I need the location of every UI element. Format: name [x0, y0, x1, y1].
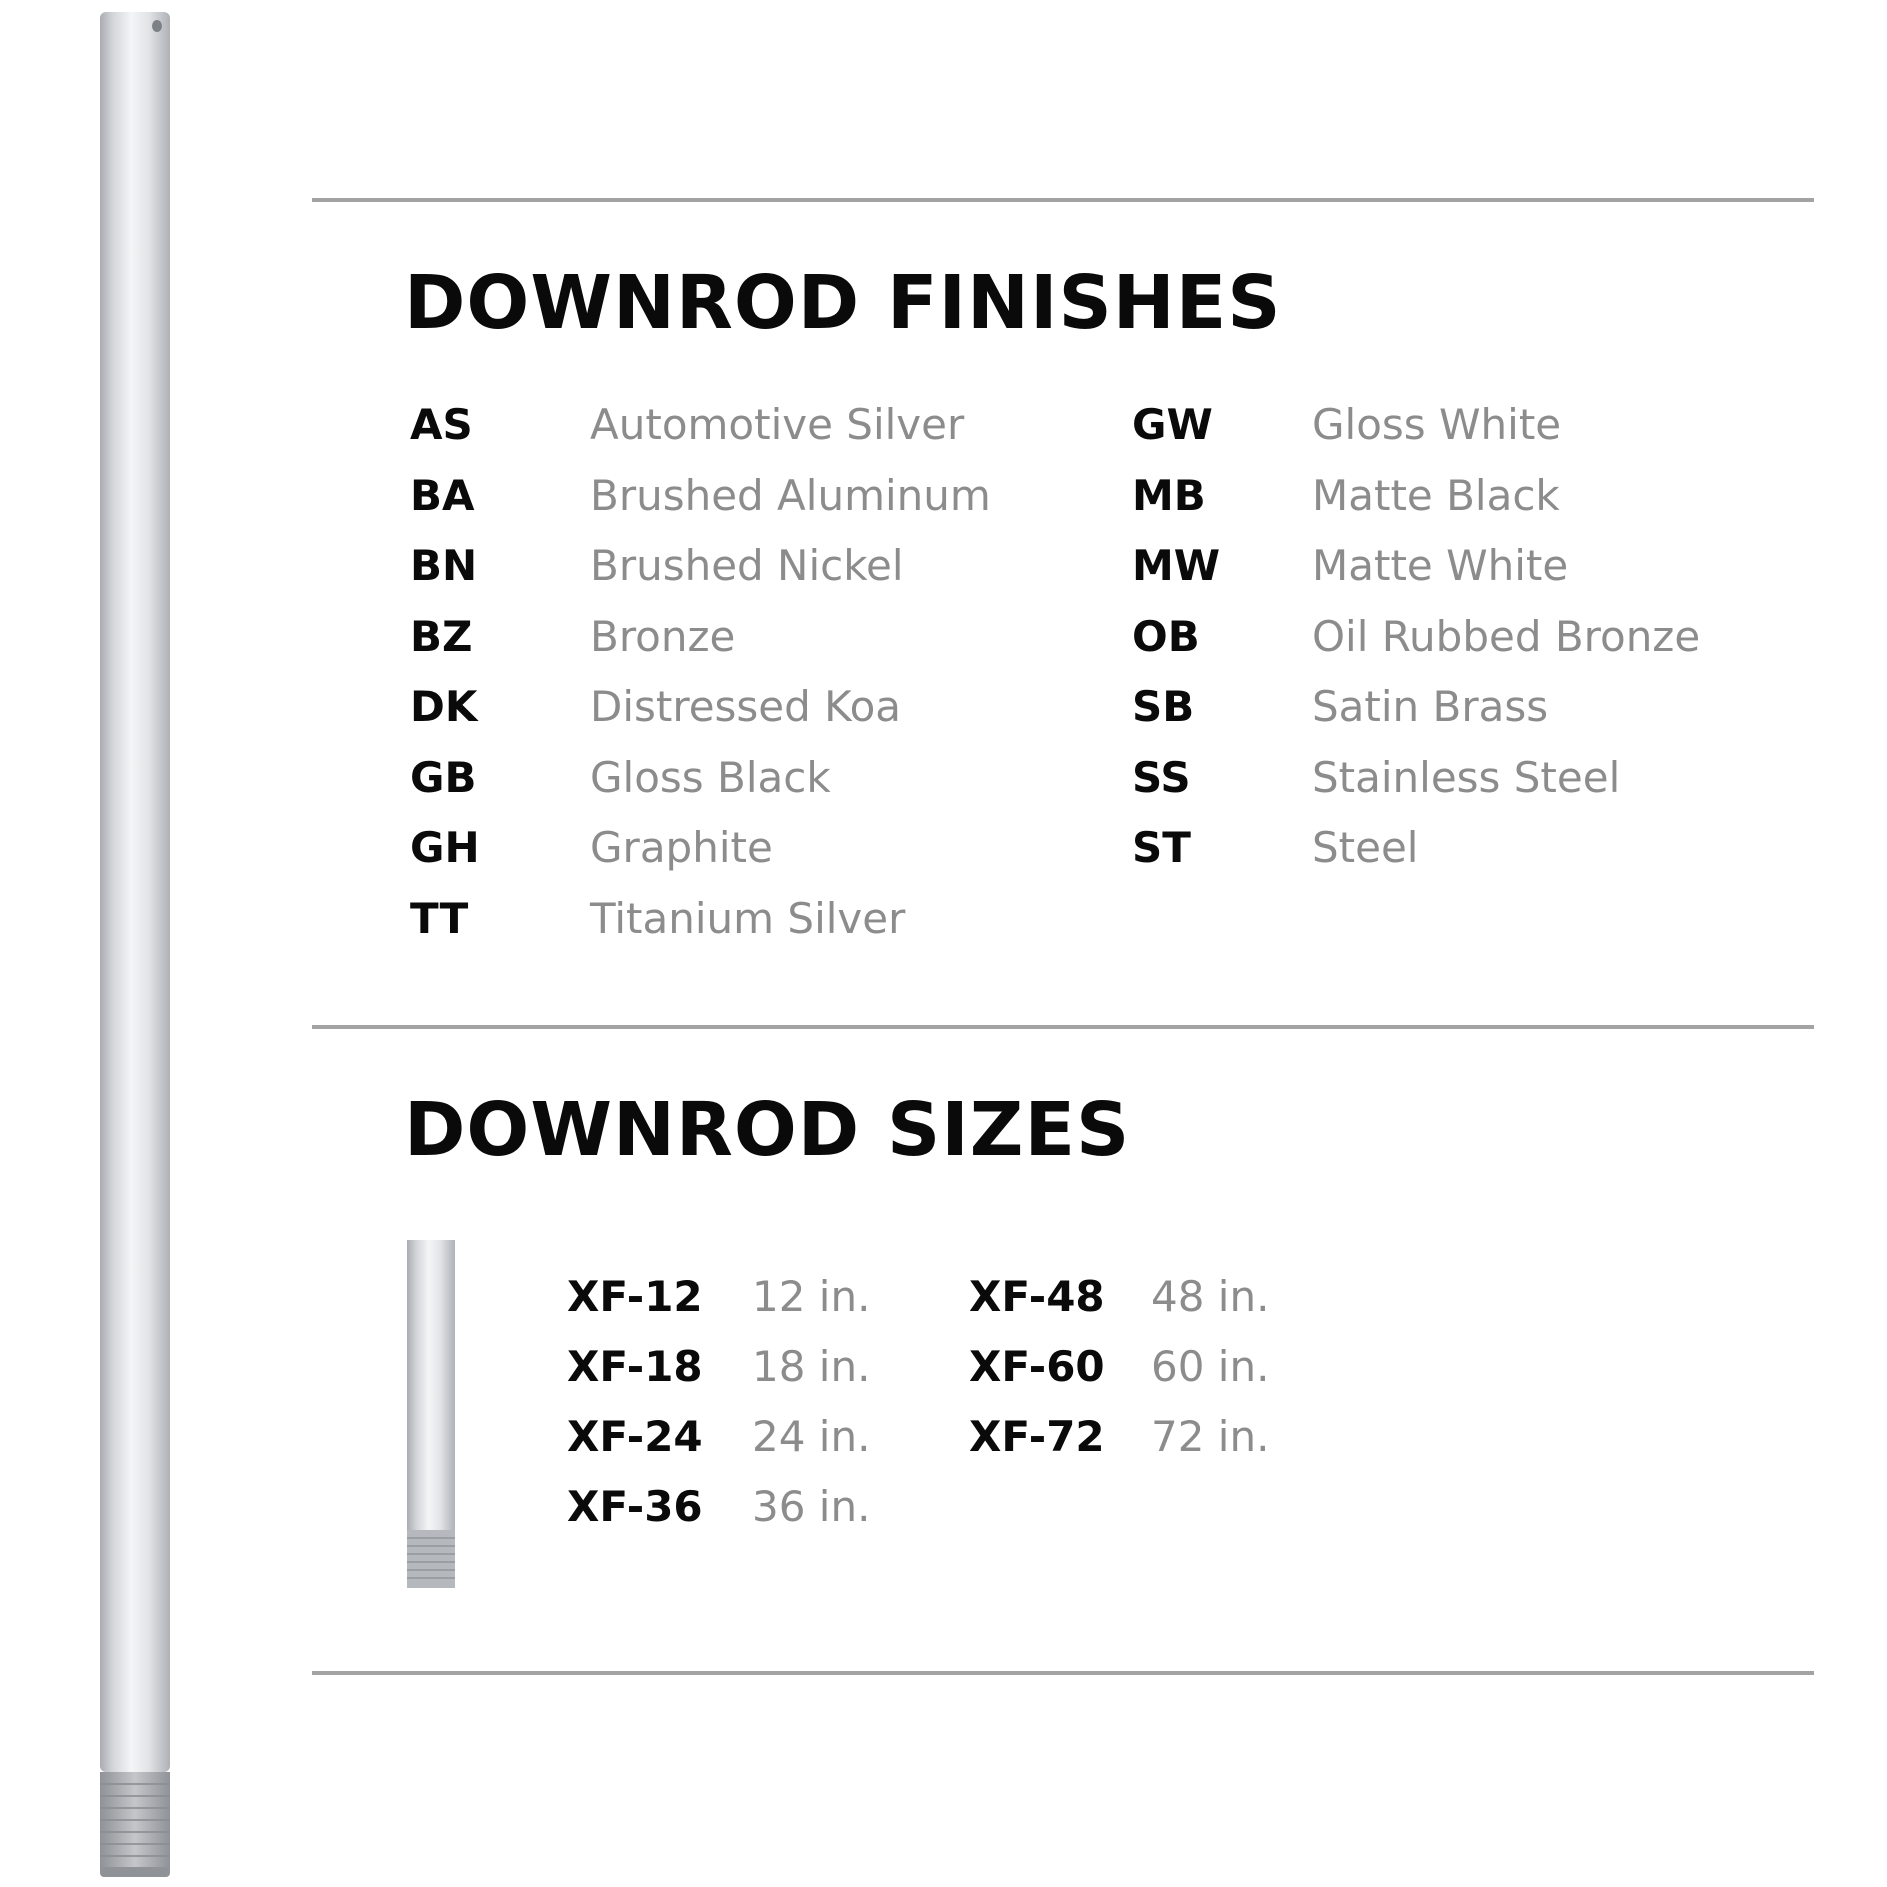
- finish-name: Distressed Koa: [590, 682, 902, 731]
- finish-name: Graphite: [590, 823, 773, 872]
- finish-name: Bronze: [590, 611, 736, 661]
- size-length: 72 in.: [1151, 1412, 1270, 1461]
- sizes-list: [567, 1272, 1351, 1552]
- finish-name: Titanium Silver: [590, 893, 906, 943]
- middle-divider: [312, 1025, 1814, 1029]
- finish-name: Gloss Black: [590, 752, 831, 802]
- finish-name: Steel: [1312, 823, 1419, 872]
- finish-name: Automotive Silver: [590, 400, 965, 449]
- downrod-image: [95, 12, 175, 1880]
- top-divider: [312, 198, 1814, 202]
- finish-name: Stainless Steel: [1312, 752, 1621, 802]
- size-length: 60 in.: [1151, 1342, 1270, 1391]
- finish-code: MW: [1132, 541, 1221, 590]
- finish-name: Brushed Aluminum: [590, 470, 991, 520]
- finish-code: GW: [1132, 400, 1213, 449]
- finish-name: Matte Black: [1312, 470, 1560, 520]
- finish-name: Brushed Nickel: [590, 541, 904, 590]
- finish-code: AS: [410, 400, 473, 449]
- size-code: XF-24: [567, 1412, 703, 1461]
- finishes-list: [410, 400, 1752, 964]
- size-code: XF-12: [567, 1272, 703, 1321]
- finish-code: SS: [1132, 752, 1191, 802]
- size-length: 12 in.: [752, 1272, 871, 1321]
- size-length: 36 in.: [752, 1482, 871, 1531]
- finish-code: DK: [410, 682, 478, 731]
- size-length: 48 in.: [1151, 1272, 1270, 1321]
- finish-code: OB: [1132, 611, 1200, 661]
- finish-name: Satin Brass: [1312, 682, 1549, 731]
- finish-code: GB: [410, 752, 477, 802]
- size-code: XF-48: [969, 1272, 1105, 1321]
- finish-name: Matte White: [1312, 541, 1569, 590]
- finishes-title: DOWNROD FINISHES: [404, 260, 1282, 346]
- finish-code: TT: [410, 893, 469, 943]
- size-code: XF-36: [567, 1482, 703, 1531]
- size-code: XF-60: [969, 1342, 1105, 1391]
- size-length: 24 in.: [752, 1412, 871, 1461]
- finish-name: Gloss White: [1312, 400, 1562, 449]
- size-length: 18 in.: [752, 1342, 871, 1391]
- finish-code: GH: [410, 823, 480, 872]
- finish-code: BN: [410, 541, 478, 590]
- downrod-thumbnail-image: [405, 1240, 457, 1590]
- size-code: XF-72: [969, 1412, 1105, 1461]
- finish-code: BA: [410, 470, 475, 520]
- finish-name: Oil Rubbed Bronze: [1312, 611, 1701, 661]
- finish-code: ST: [1132, 823, 1191, 872]
- bottom-divider: [312, 1671, 1814, 1675]
- size-code: XF-18: [567, 1342, 703, 1391]
- finish-code: SB: [1132, 682, 1195, 731]
- finish-code: BZ: [410, 611, 473, 661]
- finish-code: MB: [1132, 470, 1206, 520]
- sizes-title: DOWNROD SIZES: [404, 1087, 1131, 1173]
